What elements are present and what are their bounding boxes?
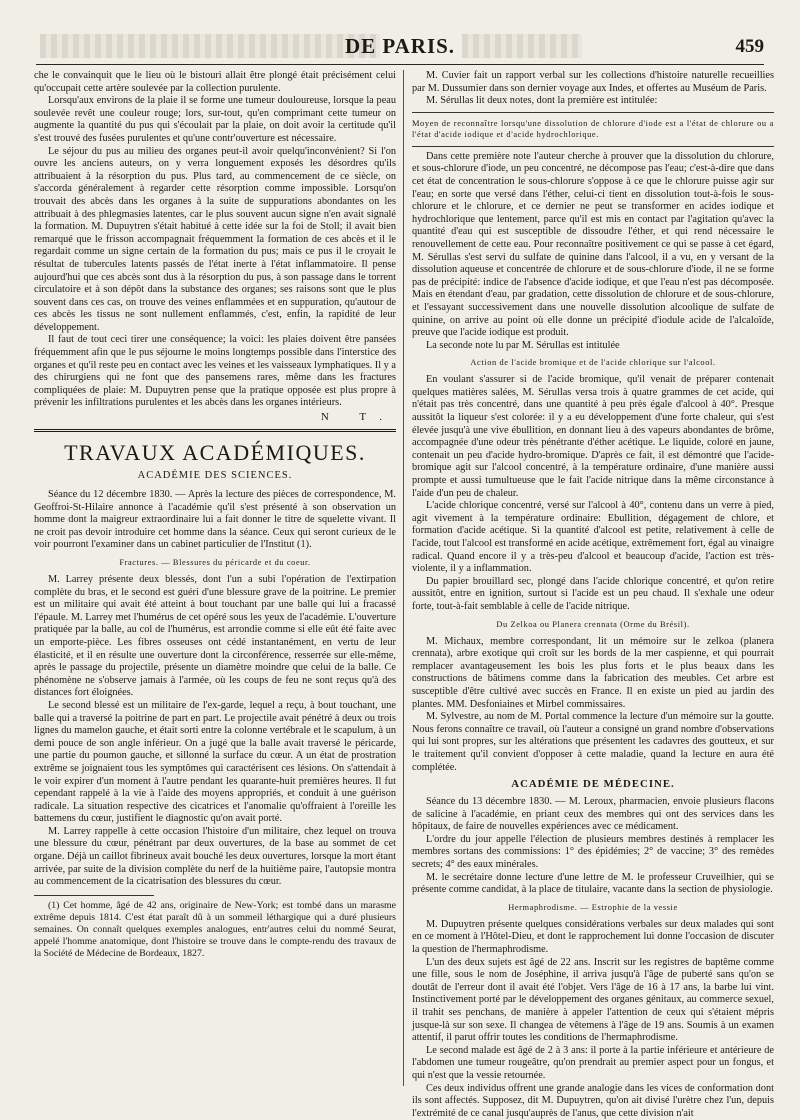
paragraph: M. Larrey présente deux blessés, dont l'un a subi l'opération de l'extirpation complète du bras, et le second est guéri d'une blessure grave de la poitrine. Le premier est un militaire qui avait été atteint à bout touchant par une balle qui lui a fracassé l'épaule. M. Larrey met l'humérus de cet opéré sous les yeux de l'académie. L'ouverture pratiquée par la balle, au col de l'humérus, est arrondie comme si elle eût été faite avec un emporte-pièce. Les fibres osseuses ont cédé instantanément, en vertu de leur élasticité, et il en résulte une ouverture dont la circonférence, resserrée sur elle-même, après le passage du projectile, présente un diamètre moindre que celui de la balle. Ce phénomène ne s'observe jamais à l'armée, où les coups de feu ne sont reçus qu'à des distances fort éloignées. [34,574,396,699]
running-title: DE PARIS. [344,34,456,58]
zelkoa-heading: Du Zelkoa ou Planera crennata (Orme du Brésil). [496,619,690,629]
paragraph: Le second malade est âgé de 2 à 3 ans: il porte à la partie inférieure et antérieure de l'abdomen une tumeur rougeâtre, qu'on prendrait au premier aspect pour un fongus, et qui n'est que la vessie retournée. [412,1044,774,1081]
paragraph: Séance du 13 décembre 1830. — M. Leroux, pharmacien, envoie plusieurs flacons de salicine à l'académie, en priant ceux des membres qui ont des services dans les hôpitaux, de faire de nouvelles expériences avec ce médicament. [412,796,774,833]
paragraph: Lorsqu'aux environs de la plaie il se forme une tumeur douloureuse, lorsque la peau soulevée revêt une couleur rouge; lors, sur-tout, qu'en comprimant cette tumeur on augmente la quantité du pus qui s'écoulait par la plaie, on doit avoir la certitude qu'il s'est trouvé des fusées purulentes et qu'une contr'ouverture est nécessaire. [34,95,396,144]
paragraph: En voulant s'assurer si de l'acide bromique, qu'il venait de préparer contenait quelques matières salées, M. Sérullas versa trois à quatre grammes de cet acide, qui n'était pas très concentré, dans une quantité à peu près égale d'alcool à 40°. Presque aussitôt la liqueur s'est colorée: il y a eu développement d'une forte chaleur, qui s'est élevée jusqu'à une vive ébullition, en donnant lieu à des vapeurs abondantes de brôme, accompagnée d'une odeur très pénétrante d'éther acétique. Le liquide, coloré en jaune, contenait un peu d'acide hydro-bromique. D'après ce fait, il est démontré que l'acide-bromique agit sur l'alcool concentré, à la température ordinaire, d'une manière aussi prompte et aussi tumultueuse que le fait l'acide nitrique dans la même circonstance à l'aide d'un peu de chaleur. [412,374,774,499]
header-rule [36,64,764,65]
section-double-rule [34,429,396,432]
right-column [412,70,774,1119]
paragraph: M. le secrétaire donne lecture d'une lettre de M. le professeur Cruveilhier, qui se présente comme candidat, à la place de titulaire, vacante dans la section de physiologie. [412,871,774,896]
footnote [34,900,396,960]
paragraph: M. Michaux, membre correspondant, lit un mémoire sur le zelkoa (planera crennata), arbre exotique qui croît sur les bords de la mer caspienne, et qui pourrait remplacer avantageusement les bois les plus forts et le plus beaux dans les constructions de bâtimens comme dans la fabrication des meubles. Cet arbre est susceptible d'être cultivé avec succès en France. Il en existe un pied au jardin des plantes. MM. Desfoniaines et Mirbel commissaires. [412,635,774,710]
academie-sciences-title: ACADÉMIE DES SCIENCES. [137,470,293,482]
paragraph: Le séjour du pus au milieu des organes peut-il avoir quelqu'inconvénient? Si l'on ouvre les anciens auteurs, on y verra longuement exposés les désordres qu'ils attribuaient à la résorption du pus. Plus tard, au commencement de ce siècle, on s'accorda généralement à regarder cette résorption comme impossible. Lorsqu'on trouvait des abcès dans les organes à la suite de suppurations abondantes on les attribuait à des phlegmasies latentes, car le plus souvent aucun signe n'en avait signalé la formation. M. Dupuytren s'était habitué à cette idée sur la foi de Stoll; il avait bien remarqué que le frisson accompagnait fréquemment la formation de ces abcès et il le regardait comme un signe certain de la formation du pus; mais ce pus il le croyait le résultat de tubercules latents passés de l'état inerte à l'état inflammatoire. Il pense aujourd'hui que ces abcès sont dus à la résorption du pus, à son passage dans le torrent circulatoire et à son dépôt dans la substance des organes; ses raisons sont que le plus souvent dans ces cas, on trouve des veines enflammées et en suppuration, qu'autour de ces abcès les tissus ne sont nullement enflammés, c'est, enfin, la rapidité de leur développement. [34,145,396,333]
seance-paragraph: Séance du 12 décembre 1830. — Après la lecture des pièces de correspondence, M. Geoffroi-St-Hilaire annonce à l'académie qu'il s'est présenté à son observation un homme dont la maigreur extraordinaire lui a fait donner le titre de squelette vivant. Il ne croit pas devoir introduire cet homme dans la séance. Ceux qui seront curieux de le voir pourront l'examiner dans un cabinet particulier de l'Institut (1). [34,489,396,551]
page-header [0,30,800,66]
action-heading: Action de l'acide bromique et de l'acide chlorique sur l'alcool. [470,358,716,368]
paragraph: Il faut de tout ceci tirer une conséquence; la voici: les plaies doivent être pansées fréquemment afin que le pus séjourne le moins longtemps possible dans l'interstice des organes et qu'il reste peu en contact avec les veines et les vaisseaux lymphatiques. Il y a des chirurgiens qui ne font que des pansemens rares, même dans les fractures compliquées de plaie: M. Dupuytren pense que la pratique opposée est plus propre à prévenir les infiltrations purulentes et les abcès dans les organes intérieurs. [34,334,396,409]
paragraph: che le convainquit que le lieu où le bistouri allait être plongé était précisément celui qu'occupait cette artère soulevée par la collection purulente. [34,70,396,94]
paragraph: Le second blessé est un militaire de l'ex-garde, lequel a reçu, à bout touchant, une balle qui a traversé la poitrine de part en part. Le projectile avait pénétré à deux ou trois lignes du mamelon gauche, et était sorti entre la colonne vertébrale et le scapulum, à un demi pouce de son angle inférieur. On a jugé que la balle avait traversé le péricarde, une partie du poumon gauche, et sillonné la surface du cœur. A un état de prostration extrême se joignaient tous les symptômes qui caractérisent ces lésions. On s'attendait à le voir expirer d'un moment à l'autre pendant les quarante-huit premières heures. Il fut cependant rappelé à la vie à l'aide des moyens appropriés, et conduit à une guérison radicale. La situation respective des cicatrices et l'anomalie qu'offraient à l'oreille les battemens du cœur, justifient le diagnostic qu'on avait porté. [34,699,396,825]
paragraph: M. Larrey rappelle à cette occasion l'histoire d'un militaire, chez lequel on trouva une blessure du cœur, pénétrant par deux ouvertures, de la base au sommet de cet organe. Déjà un caillot fibrineux avait bouché les deux ouvertures, lorsque la mort étant arrivée, par suite de la division complète du nerf de la huitième paire, l'autopsie montra au commencement de la cicatrisation des blessures du cœur. [34,825,396,888]
academie-medecine-title: ACADÉMIE DE MÉDECINE. [511,778,675,791]
paragraph: La seconde note lu par M. Sérullas est intitulée [426,339,620,351]
column-divider [403,70,404,1086]
paragraph: Du papier brouillard sec, plongé dans l'acide chlorique concentré, et qu'on retire aussitôt, entre en ignition, surtout si l'acide est un peu chaud. Il s'exhale une odeur forte, tout-à-fait semblable à celle de l'acide nitrique. [412,575,774,612]
paragraph: M. Dupuytren présente quelques considérations verbales sur deux malades qui sont en ce moment à l'Hôtel-Dieu, et dont le rapprochement lui donne l'occasion de discuter la question de l'hermaphrodisme. [412,918,774,956]
footnote-rule [34,895,154,896]
left-column [34,70,396,1086]
paragraph: M. Sérullas lit deux notes, dont la première est intitulée: [426,95,658,107]
author-signature: N T. [320,411,396,424]
paragraph: Ces deux individus offrent une grande analogie dans les vices de conformation dont ils sont affectés. Supposez, dit M. Dupuytren, qu'on ait divisé l'urètre chez l'un, depuis l'extrémité de ce canal jusqu'auprès de l'anus, que cette division n'ait [412,1082,774,1119]
paragraph: M. Sylvestre, au nom de M. Portal commence la lecture d'un mémoire sur la goutte. Nous ferons connaître ce travail, où l'auteur a consigné un grand nombre d'observations qui lui sont propres, sur les altérations que présentent les cadavres des goutteux, et sur le traitement qu'il convient d'opposer à cette maladie, quand la lecture en aura été complétée. [412,711,774,773]
paragraph: L'acide chlorique concentré, versé sur l'alcool à 40°, contenu dans un verre à pied, agit vivement à la température ordinaire: Ebullition, dégagement de chlore, et formation d'acide acétique. Si la quantité d'alcool est petite, relativement à celle de l'acide, tout l'alcool est transformé en acide acétique, extrêmement fort, égal au vinaigre radical. Quand encore il y a très-peu d'alcool et beaucoup d'acide, l'action est très-violente, il y a inflammation. [412,500,774,575]
rule [412,146,774,147]
paragraph: L'un des deux sujets est âgé de 22 ans. Inscrit sur les registres de baptême comme une fille, sous le nom de Joséphine, il arriva jusqu'à l'âge de puberté sans qu'on se doutât de l'erreur dont il avait été l'objet. Vers l'âge de 16 à 17 ans, la barbe lui vint. Instinctivement porté par le développement des organes génitaux, au commerce sexuel, il trahit ses penchans, de manière à appeler l'attention de ceux qui s'étaient mépris jusque-là sur son sexe. Il changea de vêtemens à l'âge de 19 ans. Soumis à un examen attentif, il parut offrir toutes les conditions de l'hermaphrodisme. [412,956,774,1044]
page-number: 459 [735,36,764,57]
paragraph: Dans cette première note l'auteur cherche à prouver que la dissolution du chlorure, et sous-chlorure d'iode, un peu concentré, ne décompose pas l'eau; c'est-à-dire que dans cet état de concentration le sous-chlorure s'oppose à ce que le chlorure puisse agir sur l'eau; en sorte que versé dans l'éther, celui-ci tient en dissolution tout-à-fois le sous-chlorure et le chlorure, et ce dernier ne peut se transformer en acides iodique et hydrochlorique que lentement, parce qu'il est mis en contact par l'agitation qu'avec la quantité d'eau qui est susceptible de dissoudre l'éther, et qui rend nécessaire le renouvellement de cette eau. Pour reconnaître positivement ce qui se passe à cet égard, M. Sérullas s'est servi du sulfate de quinine dans l'alcool, il a vu, en y versant de la dissolution aqueuse et concentrée de chlorure et de sous-chlorure d'iode, il ne se forme pas de précipité: indice de l'absence d'acide iodique, et que l'eau n'est pas décomposée. Mais en étendant d'eau, par gradation, cette dissolution de chlorure et de sous-chlorure, et l'essayant successivement dans une nouvelle dissolution alcoolique de sulfate de quinine, on arrive au point où elle donne un précipité d'iodule acide de l'alcaloïde, preuve que l'acide iodique est produit. [412,150,774,339]
paragraph: L'ordre du jour appelle l'élection de plusieurs membres destinés à remplacer les membres sortans des commissions: 1° des épidémies; 2° de vaccine; 3° des remèdes secrets; 4° des eaux minérales. [412,833,774,871]
paragraph: M. Cuvier fait un rapport verbal sur les collections d'histoire naturelle recueillies par M. Dussumier dans son dernier voyage aux Indes, et offertes au Muséum de Paris. [412,70,774,94]
rule [412,112,774,113]
section-title-travaux: TRAVAUX ACADÉMIQUES. [64,440,366,466]
hermaphrodisme-heading: Hermaphrodisme. — Estrophie de la vessie [508,902,678,912]
fractures-heading: Fractures. — Blessures du péricarde et du coeur. [119,558,311,567]
moyen-heading: Moyen de reconnaître lorsqu'une dissolution de chlorure d'iode est a l'état de chlorure ou a l'état d'acide iodique et d'acide hydrochlorique. [412,118,774,139]
footnote-text: (1) Cet homme, âgé de 42 ans, originaire de New-York; est tombé dans un marasme extrême depuis 1814. C'est état paraît dû à un sommeil léthargique qui a duré plusieurs semaines. On connaît quelques exemples analogues, entr'autres celui du nommé Seurat, appelé l'homme anatomique, dont l'histoire se trouve dans le compte-rendu des travaux de la Société de Médecine de Bordeaux, 1827. [34,899,396,959]
